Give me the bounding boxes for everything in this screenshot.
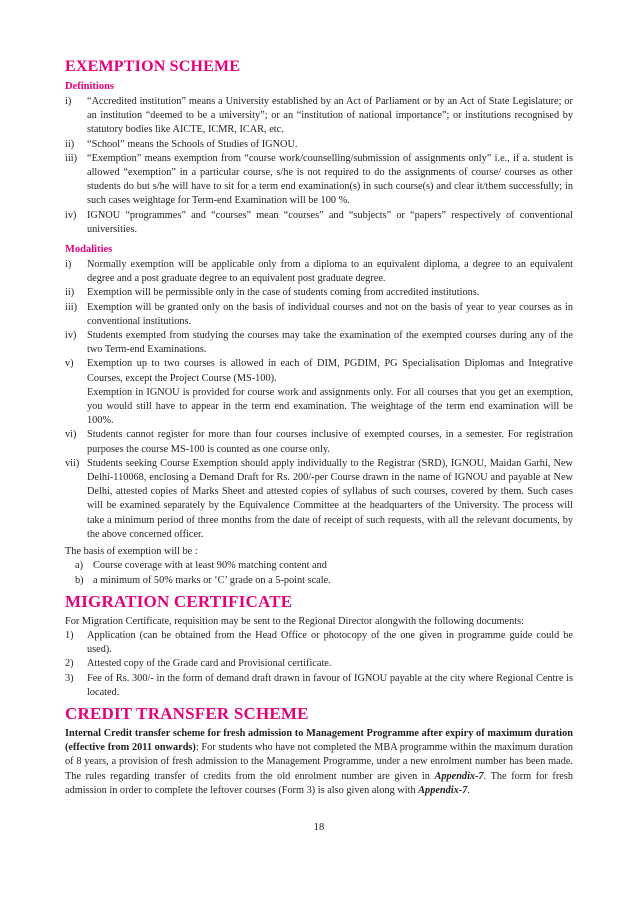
appendix-reference: Appendix-7 <box>434 770 484 782</box>
definition-item: ii) “School” means the Schools of Studies of IGNOU. <box>65 138 298 150</box>
definitions-list <box>65 95 573 237</box>
credit-transfer-title: CREDIT TRANSFER SCHEME <box>65 703 309 723</box>
definition-item: iii) “Exemption” means exemption from “course work/counselling/submission of assignments only” i.e., if a. student is allowed “exemption” in a particular course, s/he is not required to do the assignments of course/ courses as other students do but s/he will have to sit for a term end examination(s) in such course(s) and clear it/them successfully; in such cases weightage for Term-end Examination will be 100 %. <box>65 152 573 207</box>
migration-certificate-title: MIGRATION CERTIFICATE <box>65 591 293 611</box>
basis-item: b) a minimum of 50% marks or ‘C’ grade on a 5-point scale. <box>75 574 331 586</box>
basis-list <box>65 559 573 587</box>
basis-item: a) Course coverage with at least 90% matching content and <box>75 560 327 572</box>
page-number: 18 <box>313 822 325 833</box>
modality-item: iii) Exemption will be granted only on the basis of individual courses and not on the basis of year to year courses as in conventional institutions. <box>65 301 573 327</box>
definitions-heading: Definitions <box>65 81 115 92</box>
modality-item: v) Exemption up to two courses is allowed in each of DIM, PGDIM, PG Specialisation Diplomas and Integrative Courses, except the Project Course (MS-100). <box>65 358 573 384</box>
exemption-scheme-title: EXEMPTION SCHEME <box>65 58 241 75</box>
modalities-list <box>65 258 573 542</box>
basis-intro: The basis of exemption will be : <box>65 546 198 558</box>
appendix-reference: Appendix-7 <box>418 784 468 796</box>
migration-list <box>65 629 573 700</box>
definition-item: i) “Accredited institution” means a University established by an Act of Parliament or by an Act of State Legislature; or an institution “deemed to be a university”; or an “institution of national importance”; or institutions recognised by statutory bodies like AICTE, ICMR, ICAR, etc. <box>65 96 573 136</box>
credit-transfer-lead: Internal Credit transfer scheme for fresh admission to Management Programme after expiry of maximum duration (effective from 2011 onwards) <box>65 727 573 754</box>
modality-note: Exemption in IGNOU is provided for course work and assignments only. For all courses that you get an exemption, you would still have to appear in the term end examination. The weightage of the term end examination will be 100%. <box>87 386 573 427</box>
modality-item: vi) Students cannot register for more than four courses inclusive of exempted courses, in a semester. For registration purposes the course MS-100 is counted as one course only. <box>65 429 573 455</box>
credit-transfer-paragraph: Internal Credit transfer scheme for fresh admission to Management Programme after expiry of maximum duration (effective from 2011 onwards): For students who have not completed the MBA programme within the maximum duration of 8 years, a provision of fresh admission to the Management Programme, under a new enrolment number has been made. The rules regarding transfer of credits from the old enrolment number are given in Appendix-7. The form for fresh admission in order to complete the leftover courses (Form 3) is also given along with Appendix-7. <box>65 727 573 796</box>
migration-item: 3) Fee of Rs. 300/- in the form of demand draft drawn in favour of IGNOU payable at the city where Regional Centre is located. <box>65 672 573 698</box>
modality-item: vii) Students seeking Course Exemption should apply individually to the Registrar (SRD), IGNOU, Maidan Garhi, New Delhi-110068, enclosing a Demand Draft for Rs. 200/-per Course drawn in the name of IGNOU and payable at New Delhi, attested copies of Marks Sheet and attested copies of syllabus of such courses, covered by them. Such cases will be examined separately by the Equivalence Committee at the headquarters of the University. The process will take a minimum period of three months from the date of receipt of such requests, with all the relevant documents, by the above concerned officer. <box>65 457 573 540</box>
modality-item: ii) Exemption will be permissible only in the case of students coming from accredited institutions. <box>65 287 480 299</box>
migration-item: 1) Application (can be obtained from the Head Office or photocopy of the one given in programme guide could be used). <box>65 629 573 656</box>
document-page <box>65 58 573 798</box>
definition-item: iv) IGNOU “programmes” and “courses” mean “courses” and “subjects” or “papers” respectively of conventional universities. <box>65 209 573 235</box>
migration-item: 2) Attested copy of the Grade card and Provisional certificate. <box>65 658 332 670</box>
modality-item: i) Normally exemption will be applicable only from a diploma to an equivalent diploma, a degree to an equivalent degree and a post graduate degree to an equivalent post graduate degree. <box>65 259 573 285</box>
modalities-heading: Modalities <box>65 244 113 256</box>
migration-intro: For Migration Certificate, requisition may be sent to the Regional Director alongwith the following documents: <box>65 615 524 627</box>
modality-item: iv) Students exempted from studying the courses may take the examination of the exempted courses during any of the two Term-end Examinations. <box>65 330 573 356</box>
